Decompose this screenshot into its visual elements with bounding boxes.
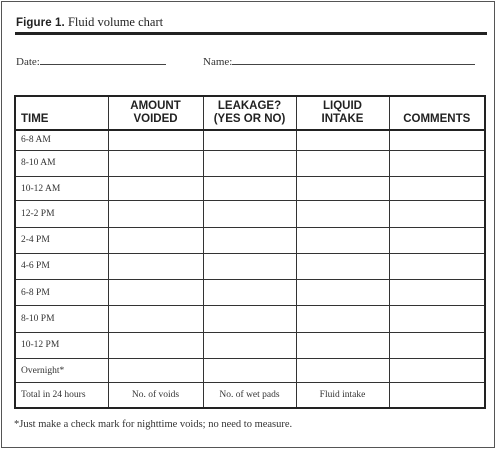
header-liquid-intake: LIQUID INTAKE: [296, 96, 389, 130]
cell-leakage[interactable]: [203, 253, 296, 279]
cell-comments[interactable]: [389, 383, 485, 408]
cell-comments[interactable]: [389, 280, 485, 306]
cell-liquid-intake[interactable]: [296, 332, 389, 358]
cell-liquid-intake[interactable]: [296, 201, 389, 227]
header-time: TIME: [15, 96, 108, 130]
cell-liquid-intake[interactable]: [296, 280, 389, 306]
table-row: [15, 280, 485, 306]
cell-time: Total in 24 hours: [15, 383, 108, 408]
cell-comments[interactable]: [389, 130, 485, 150]
table-row: [15, 130, 485, 150]
fluid-volume-table: [14, 95, 486, 409]
cell-time: 8-10 AM: [15, 150, 108, 176]
cell-comments[interactable]: [389, 253, 485, 279]
title-rule: [15, 32, 487, 35]
cell-time: 10-12 AM: [15, 176, 108, 200]
cell-leakage[interactable]: [203, 201, 296, 227]
table-row: [15, 383, 485, 408]
footnote: *Just make a check mark for nighttime voids; no need to measure.: [14, 419, 293, 430]
table-row: [15, 227, 485, 253]
figure-title-text: Fluid volume chart: [67, 15, 164, 29]
cell-amount-voided[interactable]: [108, 227, 203, 253]
header-amount-voided: AMOUNT VOIDED: [108, 96, 203, 130]
cell-leakage[interactable]: [203, 280, 296, 306]
table-row: [15, 332, 485, 358]
table-row: [15, 306, 485, 332]
cell-leakage[interactable]: [203, 358, 296, 382]
cell-leakage[interactable]: [203, 306, 296, 332]
name-field[interactable]: [203, 56, 475, 68]
cell-leakage[interactable]: [203, 332, 296, 358]
cell-liquid-intake[interactable]: [296, 150, 389, 176]
cell-liquid-intake[interactable]: [296, 227, 389, 253]
figure-title: [16, 15, 163, 30]
cell-time: 6-8 AM: [15, 130, 108, 150]
header-leakage: LEAKAGE? (YES OR NO): [203, 96, 296, 130]
cell-comments[interactable]: [389, 358, 485, 382]
cell-amount-voided[interactable]: No. of voids: [108, 383, 203, 408]
name-label: Name:: [203, 56, 233, 68]
cell-leakage[interactable]: [203, 176, 296, 200]
cell-amount-voided[interactable]: [108, 358, 203, 382]
cell-liquid-intake[interactable]: Fluid intake: [296, 383, 389, 408]
cell-amount-voided[interactable]: [108, 280, 203, 306]
cell-time: 8-10 PM: [15, 306, 108, 332]
cell-comments[interactable]: [389, 201, 485, 227]
cell-liquid-intake[interactable]: [296, 358, 389, 382]
cell-leakage[interactable]: [203, 150, 296, 176]
figure-label: Figure 1.: [16, 17, 65, 29]
cell-leakage[interactable]: [203, 227, 296, 253]
cell-amount-voided[interactable]: [108, 201, 203, 227]
cell-amount-voided[interactable]: [108, 306, 203, 332]
cell-time: Overnight*: [15, 358, 108, 382]
cell-comments[interactable]: [389, 176, 485, 200]
cell-comments[interactable]: [389, 227, 485, 253]
header-row: [15, 96, 485, 130]
table-row: [15, 358, 485, 382]
table-row: [15, 176, 485, 200]
cell-time: 2-4 PM: [15, 227, 108, 253]
cell-liquid-intake[interactable]: [296, 253, 389, 279]
table-row: [15, 253, 485, 279]
cell-comments[interactable]: [389, 306, 485, 332]
cell-leakage[interactable]: No. of wet pads: [203, 383, 296, 408]
cell-comments[interactable]: [389, 150, 485, 176]
cell-liquid-intake[interactable]: [296, 176, 389, 200]
cell-time: 6-8 PM: [15, 280, 108, 306]
cell-amount-voided[interactable]: [108, 130, 203, 150]
cell-time: 12-2 PM: [15, 201, 108, 227]
cell-amount-voided[interactable]: [108, 253, 203, 279]
cell-amount-voided[interactable]: [108, 332, 203, 358]
date-field[interactable]: [16, 56, 166, 68]
cell-time: 10-12 PM: [15, 332, 108, 358]
cell-amount-voided[interactable]: [108, 150, 203, 176]
date-label: Date:: [16, 56, 40, 68]
cell-leakage[interactable]: [203, 130, 296, 150]
cell-liquid-intake[interactable]: [296, 130, 389, 150]
cell-comments[interactable]: [389, 332, 485, 358]
cell-amount-voided[interactable]: [108, 176, 203, 200]
table-row: [15, 201, 485, 227]
name-line: [232, 56, 475, 65]
header-comments: COMMENTS: [389, 96, 485, 130]
table-row: [15, 150, 485, 176]
date-line: [40, 56, 166, 65]
cell-time: 4-6 PM: [15, 253, 108, 279]
cell-liquid-intake[interactable]: [296, 306, 389, 332]
